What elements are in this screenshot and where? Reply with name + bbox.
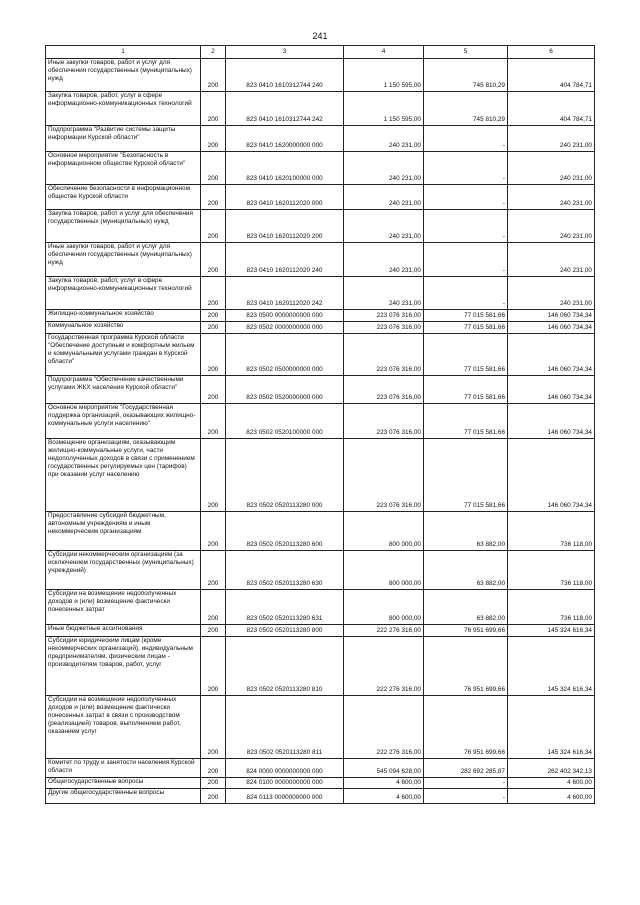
column-header: 1: [46, 46, 201, 59]
row-value-6: 145 324 616,34: [508, 637, 595, 696]
row-value-6: 404 784,71: [508, 59, 595, 92]
row-value-4: 223 076 316,00: [344, 310, 424, 322]
row-column-2: 200: [201, 512, 226, 551]
row-column-2: 200: [201, 590, 226, 625]
row-column-2: 200: [201, 376, 226, 404]
table-row: [46, 404, 595, 439]
row-value-4: 240 231,00: [344, 152, 424, 185]
row-name: Предоставление субсидий бюджетным, автономным учреждениям и иным некоммерческим организациям: [46, 512, 201, 551]
row-name: Подпрограмма "Обеспечение качественными услугами ЖКХ населения Курской области": [46, 376, 201, 404]
row-column-2: 200: [201, 637, 226, 696]
row-name: Закупка товаров, работ, услуг в сфере информационно-коммуникационных технологий: [46, 277, 201, 310]
row-value-4: 4 600,00: [344, 789, 424, 804]
row-value-4: 222 276 316,00: [344, 696, 424, 759]
row-column-2: 200: [201, 322, 226, 334]
row-value-4: 223 076 316,00: [344, 439, 424, 512]
table-row: [46, 92, 595, 126]
row-value-4: 240 231,00: [344, 126, 424, 152]
column-header: 2: [201, 46, 226, 59]
row-value-5: -: [424, 126, 508, 152]
column-header: 6: [508, 46, 595, 59]
row-value-4: 545 094 628,00: [344, 759, 424, 778]
row-budget-code: 823 0410 1620000000 000: [226, 126, 344, 152]
row-budget-code: 823 0502 0500000000 000: [226, 334, 344, 376]
row-value-6: 4 600,00: [508, 789, 595, 804]
row-column-2: 200: [201, 310, 226, 322]
row-value-6: 145 324 616,34: [508, 696, 595, 759]
row-value-4: 800 000,00: [344, 512, 424, 551]
row-value-5: 76 951 699,66: [424, 696, 508, 759]
table-row: [46, 696, 595, 759]
row-value-4: 4 600,00: [344, 778, 424, 789]
row-value-5: 63 882,00: [424, 512, 508, 551]
row-value-5: 63 882,00: [424, 551, 508, 590]
row-column-2: 200: [201, 404, 226, 439]
table-row: [46, 759, 595, 778]
row-budget-code: 823 0502 0520113280 800: [226, 625, 344, 637]
row-budget-code: 823 0502 0520113280 630: [226, 551, 344, 590]
table-row: [46, 789, 595, 804]
row-name: Закупка товаров, работ и услуг для обеспечения государственных (муниципальных) нужд: [46, 210, 201, 243]
column-header: 4: [344, 46, 424, 59]
row-budget-code: 823 0410 1620112020 200: [226, 210, 344, 243]
row-name: Иные закупки товаров, работ и услуг для обеспечения государственных (муниципальных) нужд: [46, 243, 201, 277]
row-column-2: 200: [201, 185, 226, 210]
row-value-6: 404 784,71: [508, 92, 595, 126]
row-value-6: 736 118,00: [508, 590, 595, 625]
row-budget-code: 823 0500 0000000000 000: [226, 310, 344, 322]
row-name: Субсидии на возмещение недополученных доходов и (или) возмещение фактически понесенных затрат в связи с производством (реализацией) товаров, выполнением работ, оказанием услуг: [46, 696, 201, 759]
table-row: [46, 512, 595, 551]
row-value-6: 4 600,00: [508, 778, 595, 789]
row-value-5: -: [424, 152, 508, 185]
table-row: [46, 590, 595, 625]
row-column-2: 200: [201, 152, 226, 185]
row-value-6: 262 402 342,13: [508, 759, 595, 778]
row-value-6: 146 060 734,34: [508, 310, 595, 322]
row-budget-code: 823 0410 1610312744 242: [226, 92, 344, 126]
row-value-6: 240 231,00: [508, 243, 595, 277]
row-name: Иные закупки товаров, работ и услуг для обеспечения государственных (муниципальных) нужд: [46, 59, 201, 92]
row-column-2: 200: [201, 210, 226, 243]
row-budget-code: 824 0113 0000000000 000: [226, 789, 344, 804]
row-value-4: 800 000,00: [344, 590, 424, 625]
row-value-6: 146 060 734,34: [508, 334, 595, 376]
row-value-5: -: [424, 243, 508, 277]
row-value-4: 800 000,00: [344, 551, 424, 590]
table-row: [46, 310, 595, 322]
row-column-2: 200: [201, 551, 226, 590]
row-budget-code: 824 0000 0000000000 000: [226, 759, 344, 778]
row-value-4: 222 276 316,00: [344, 625, 424, 637]
row-value-5: 63 882,00: [424, 590, 508, 625]
table-row: [46, 637, 595, 696]
row-value-5: 77 015 581,66: [424, 376, 508, 404]
row-name: Иные бюджетные ассигнования: [46, 625, 201, 637]
table-row: [46, 152, 595, 185]
row-budget-code: 823 0502 0520100000 000: [226, 404, 344, 439]
row-name: Основное мероприятие "Государственная поддержка организаций, оказывающих жилищно-коммунальные услуги населению": [46, 404, 201, 439]
table-row: [46, 210, 595, 243]
row-value-6: 145 324 616,34: [508, 625, 595, 637]
row-budget-code: 824 0100 0000000000 000: [226, 778, 344, 789]
row-value-5: 77 015 581,66: [424, 322, 508, 334]
row-value-5: 77 015 581,66: [424, 310, 508, 322]
row-value-5: 282 692 285,87: [424, 759, 508, 778]
row-value-4: 223 076 316,00: [344, 334, 424, 376]
row-value-6: 146 060 734,34: [508, 404, 595, 439]
row-budget-code: 823 0410 1620112020 242: [226, 277, 344, 310]
table-row: [46, 243, 595, 277]
row-value-4: 240 231,00: [344, 277, 424, 310]
row-value-5: -: [424, 210, 508, 243]
row-column-2: 200: [201, 126, 226, 152]
table-row: [46, 334, 595, 376]
row-column-2: 200: [201, 277, 226, 310]
row-name: Комитет по труду и занятости населения Курской области: [46, 759, 201, 778]
row-value-4: 240 231,00: [344, 185, 424, 210]
column-header: 3: [226, 46, 344, 59]
row-name: Субсидии юридическим лицам (кроме некоммерческих организаций), индивидуальным предпринимателям, физическим лицам - производителям товаров, работ, услуг: [46, 637, 201, 696]
row-budget-code: 823 0410 1610312744 240: [226, 59, 344, 92]
row-value-5: -: [424, 789, 508, 804]
row-value-5: 77 015 581,66: [424, 439, 508, 512]
row-name: Другие общегосударственные вопросы: [46, 789, 201, 804]
row-budget-code: 823 0502 0520113280 631: [226, 590, 344, 625]
row-column-2: 200: [201, 439, 226, 512]
table-row: [46, 625, 595, 637]
budget-table: [45, 45, 595, 804]
row-name: Основное мероприятие "Безопасность в информационном обществе Курской области": [46, 152, 201, 185]
row-column-2: 200: [201, 789, 226, 804]
row-name: Обеспечение безопасности в информационном обществе Курской области: [46, 185, 201, 210]
row-column-2: 200: [201, 243, 226, 277]
row-column-2: 200: [201, 696, 226, 759]
row-column-2: 200: [201, 778, 226, 789]
row-value-4: 1 150 595,00: [344, 59, 424, 92]
row-value-5: -: [424, 277, 508, 310]
row-value-6: 146 060 734,34: [508, 439, 595, 512]
row-value-6: 146 060 734,34: [508, 376, 595, 404]
table-row: [46, 59, 595, 92]
row-value-5: 745 810,29: [424, 59, 508, 92]
row-value-5: 76 951 699,66: [424, 625, 508, 637]
row-column-2: 200: [201, 92, 226, 126]
row-name: Субсидии на возмещение недополученных доходов и (или) возмещение фактически понесенных затрат: [46, 590, 201, 625]
column-header: 5: [424, 46, 508, 59]
row-value-6: 240 231,00: [508, 277, 595, 310]
table-row: [46, 185, 595, 210]
row-value-6: 146 060 734,34: [508, 322, 595, 334]
row-budget-code: 823 0502 0520113280 600: [226, 512, 344, 551]
row-budget-code: 823 0410 1620100000 000: [226, 152, 344, 185]
row-budget-code: 823 0502 0520113280 810: [226, 637, 344, 696]
table-row: [46, 322, 595, 334]
row-budget-code: 823 0502 0520113280 811: [226, 696, 344, 759]
row-value-5: 77 015 581,66: [424, 334, 508, 376]
row-name: Возмещение организациям, оказывающим жилищно-коммунальные услуги, части недополученных доходов в связи с применением государственных регулируемых цен (тарифов) при оказании услуг населению: [46, 439, 201, 512]
row-value-4: 223 076 316,00: [344, 376, 424, 404]
table-row: [46, 551, 595, 590]
header-row: [46, 46, 595, 59]
row-column-2: 200: [201, 625, 226, 637]
table-row: [46, 126, 595, 152]
row-value-6: 736 118,00: [508, 551, 595, 590]
row-value-4: 240 231,00: [344, 210, 424, 243]
row-name: Закупка товаров, работ, услуг в сфере информационно-коммуникационных технологий: [46, 92, 201, 126]
row-value-4: 223 076 316,00: [344, 322, 424, 334]
row-value-4: 223 076 316,00: [344, 404, 424, 439]
row-column-2: 200: [201, 59, 226, 92]
row-value-4: 1 150 595,00: [344, 92, 424, 126]
row-value-5: 77 015 581,66: [424, 404, 508, 439]
row-budget-code: 823 0502 0000000000 000: [226, 322, 344, 334]
row-column-2: 200: [201, 759, 226, 778]
row-value-4: 222 276 316,00: [344, 637, 424, 696]
row-value-5: -: [424, 185, 508, 210]
row-value-6: 240 231,00: [508, 152, 595, 185]
table-row: [46, 376, 595, 404]
row-name: Жилищно-коммунальное хозяйство: [46, 310, 201, 322]
row-value-6: 240 231,00: [508, 126, 595, 152]
row-name: Государственная программа Курской области "Обеспечение доступным и комфортным жильем и коммунальными услугами граждан в Курской области": [46, 334, 201, 376]
row-budget-code: 823 0410 1620112020 000: [226, 185, 344, 210]
table-row: [46, 778, 595, 789]
row-name: Общегосударственные вопросы: [46, 778, 201, 789]
row-name: Коммунальное хозяйство: [46, 322, 201, 334]
row-value-5: -: [424, 778, 508, 789]
row-value-5: 745 810,29: [424, 92, 508, 126]
row-name: Подпрограмма "Развитие системы защиты информации Курской области": [46, 126, 201, 152]
page-number: 241: [312, 31, 328, 41]
row-column-2: 200: [201, 334, 226, 376]
table-row: [46, 439, 595, 512]
row-name: Субсидии некоммерческим организациям (за исключением государственных (муниципальных) учреждений): [46, 551, 201, 590]
row-value-5: 76 951 699,66: [424, 637, 508, 696]
row-value-4: 240 231,00: [344, 243, 424, 277]
row-value-6: 240 231,00: [508, 185, 595, 210]
row-budget-code: 823 0502 0520000000 000: [226, 376, 344, 404]
row-value-6: 240 231,00: [508, 210, 595, 243]
row-budget-code: 823 0502 0520113280 000: [226, 439, 344, 512]
row-value-6: 736 118,00: [508, 512, 595, 551]
table-row: [46, 277, 595, 310]
row-budget-code: 823 0410 1620112020 240: [226, 243, 344, 277]
